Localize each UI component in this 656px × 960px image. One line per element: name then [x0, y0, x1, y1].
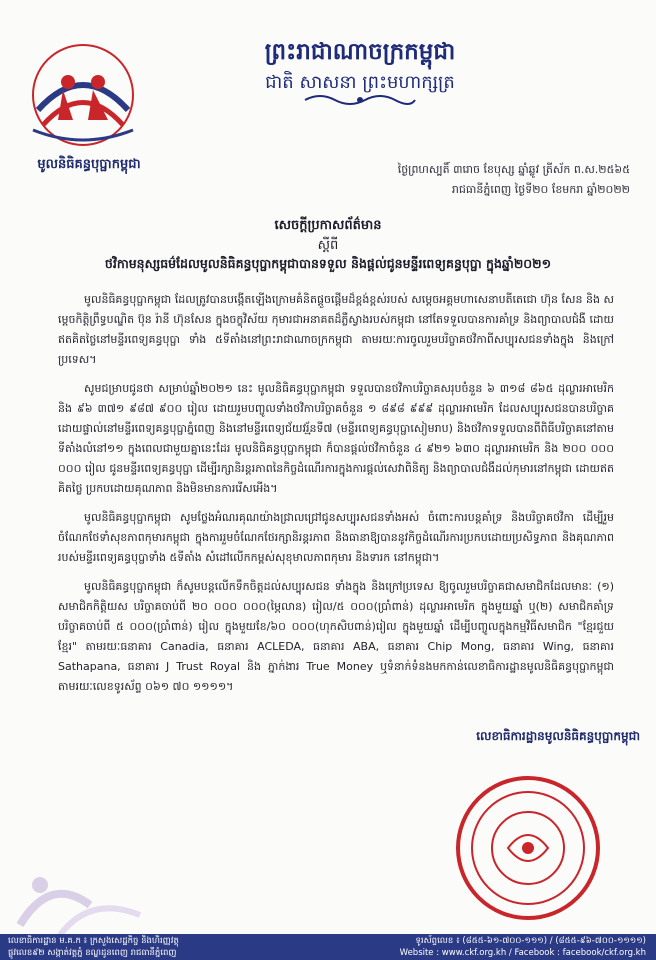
footer-contact: [316, 935, 646, 959]
footer-address: [8, 935, 308, 959]
paragraph-1: មូលនិធិគន្ធបុប្ផាកម្ពុជា ដែលត្រូវបានបង្កើតឡើងក្រោមគំនិតផ្តួចផ្តើមដ៏ខ្ពង់ខ្ពស់របស់ សម្តេចអគ្គមហាសេនាបតីតេជោ ហ៊ុន សែន និង សម្តេចកិត្តិព្រឹទ្ធបណ្ឌិត ប៊ុន រ៉ានី ហ៊ុនសែន ក្នុងចក្ខុវិស័យ កុមារជាអនាគតដ៏ភ្លឺស្វាងរបស់កម្ពុជា នៅតែទទួលបានការគាំទ្រ និងព្យាបាលជំងឺ ដោយឥតគិតថ្លៃនៅមន្ទីរពេទ្យគន្ធបុប្ផា ទាំង ៥ទីតាំងនៅព្រះរាជាណាចក្រកម្ពុជា តាមរយៈការចូលរួមបរិច្ចាគថវិកាពីសប្បុរសជនទាំងក្នុង និងក្រៅប្រទេស។: [58, 293, 614, 366]
foundation-logo: [18, 40, 148, 150]
paragraph-4: មូលនិធិគន្ធបុប្ផាកម្ពុជា ក៏សូមបន្តលើកទឹកចិត្តដល់សប្បុរសជន ទាំងក្នុង និងក្រៅប្រទេស ឱ្យចូលរួមបរិច្ចាគជាសមាជិកដែលមានៈ (១) សមាជិកកិត្តិយស បរិច្ចាគចាប់ពី ២០ ០០០ ០០០(ម្ភៃលាន) រៀល/៥ ០០០(ប្រាំពាន់) ដុល្លារអាមេរិក ក្នុងមួយឆ្នាំ ឬ(២) សមាជិកគាំទ្រ បរិច្ចាគចាប់ពី ៥ ០០០(ប្រាំពាន់) រៀល ក្នុងមួយខែ/៦០ ០០០(ហុកសិបពាន់)រៀល ក្នុងមួយឆ្នាំ ដើម្បីបញ្ចូលក្នុងកម្មវិធីសមាជិក "ខ្មែរជួយខ្មែរ" តាមរយៈធនាគារ Canadia, ធនាគារ ACLEDA, ធនាគារ ABA, ធនាគារ Chip Mong, ធនាគារ Wing, ធនាគារ Sathapana, ធនាគារ J Trust Royal និង ភ្នាក់ងារ True Money ឬទំនាក់ទំនងមកកាន់លេខាធិការដ្ឋានមូលនិធិគន្ធបុប្ផាកម្ពុជា តាមរយៈលេខទូរស័ព្ទ ០៦១ ៧០ ១១១១។: [58, 580, 614, 693]
kingdom-heading: ព្រះរាជាណាចក្រកម្ពុជា: [264, 38, 456, 65]
decorative-flourish: [0, 855, 160, 945]
footer-phone: ទូរស័ព្ទលេខ ៖ (៨៥៥-៦១-៧០០-១១១) / (៨៥៥-៩៦-៧០០-១១១១): [415, 936, 646, 946]
signature-title: លេខាធិការដ្ឋានមូលនិធិគន្ធបុប្ផាកម្ពុជា: [476, 729, 640, 743]
ornament-divider: [300, 92, 420, 108]
lunar-date: ថ្ងៃព្រហស្បតិ៍ ៣រោច ខែបុស្ស ឆ្នាំឆ្លូវ ត្រីស័ក ព.ស.២៥៦៥: [397, 163, 630, 176]
paragraph-2: សូមជម្រាបជូនថា សម្រាប់ឆ្នាំ២០២១ នេះ មូលនិធិគន្ធបុប្ផាកម្ពុជា ទទួលបានថវិកាបរិច្ចាគសរុបចំនួន ៦ ៣១៨ ៨៦៥ ដុល្លារអាមេរិក និង ៩៦ ៣៧១ ៩៨៧ ៩០០ រៀល ដោយរួមបញ្ចូលទាំងថវិកាបរិច្ចាគចំនួន ១ ៨៩៨ ៩៩៩ ដុល្លារអាមេរិក ដែលសប្បុរសជនបានបរិច្ចាគដោយផ្ទាល់នៅមន្ទីរពេទ្យគន្ធបុប្ផាភ្នំពេញ និងនៅមន្ទីរពេទ្យជ័យវរ្ម័នទី៧ (មន្ទីរពេទ្យគន្ធបុប្ផាសៀមរាប) និងថវិកាទទួលបានពីពិធីបរិច្ចាគនៅតាមទីតាំងលំនៅ១១ ក្នុងពេលជាមួយគ្នានេះដែរ មូលនិធិគន្ធបុប្ផាកម្ពុជា ក៏បានផ្តល់ថវិកាចំនួន ៤ ៩២១ ៦៣០ ដុល្លារអាមេរិក និង ២០០ ០០០ ០០០ រៀល ជូនមន្ទីរពេទ្យគន្ធបុប្ផា ដើម្បីរក្សានិរន្តរភាពនៃកិច្ចដំណើរការក្នុងការផ្តល់សេវាពិនិត្យ និងព្យាបាលជំងឺដល់កុមារនៅកម្ពុជា ដោយឥតគិតថ្លៃ ប្រកបដោយគុណភាព និងមិនមានការរើសអើង។: [58, 382, 614, 495]
document-body: [58, 290, 614, 706]
footer-bar: [0, 934, 656, 960]
title-subject: ថវិកាមនុស្សធម៌ដែលមូលនិធិគន្ធបុប្ផាកម្ពុជាបានទទួល និងផ្តល់ជូនមន្ទីរពេទ្យគន្ធបុប្ផា ក្នុងឆ្នាំ២០២១: [104, 256, 552, 271]
official-seal: [452, 772, 604, 924]
footer-address-line1: លេខាធិការដ្ឋាន ម.គ.ក ៖ ក្រសួងសេដ្ឋកិច្ច និងហិរញ្ញវត្ថុ: [8, 936, 179, 946]
press-release-title: សេចក្តីប្រកាសព័ត៌មាន: [274, 218, 382, 233]
solar-date: រាជធានីភ្នំពេញ ថ្ងៃទី២០ ខែមករា ឆ្នាំ២០២២: [451, 183, 630, 196]
organization-name: មូលនិធិគន្ធបុប្ផាកម្ពុជា: [37, 157, 141, 172]
paragraph-3: មូលនិធិគន្ធបុប្ផាកម្ពុជា សូមថ្លែងអំណរគុណយ៉ាងជ្រាលជ្រៅជូនសប្បុរសជនទាំងអស់ ចំពោះការបន្តគាំទ្រ និងបរិច្ចាគថវិកា ដើម្បីរួមចំណែកថែទាំសុខភាពកុមារកម្ពុជា ក្នុងការរួមចំណែកថែរក្សានិរន្តរភាព និងធានាឱ្យបាននូវកិច្ចដំណើរការប្រកបដោយប្រសិទ្ធភាព និងគុណភាព របស់មន្ទីរពេទ្យគន្ធបុប្ផាទាំង ៥ទីតាំង សំដៅលើកកម្ពស់សុខុមាលភាពកុមារ និងទារក នៅកម្ពុជា។: [58, 511, 614, 564]
footer-address-line2: ផ្លូវលេខ៩២ សង្កាត់វត្តភ្នំ ខណ្ឌដូនពេញ រាជធានីភ្នំពេញ: [8, 948, 177, 958]
footer-website-link[interactable]: Website : www.ckf.org.kh / Facebook : facebook/ckf.org.kh: [399, 948, 646, 958]
title-regarding: ស្តីពី: [317, 238, 339, 253]
national-motto: ជាតិ សាសនា ព្រះមហាក្សត្រ: [265, 72, 455, 93]
